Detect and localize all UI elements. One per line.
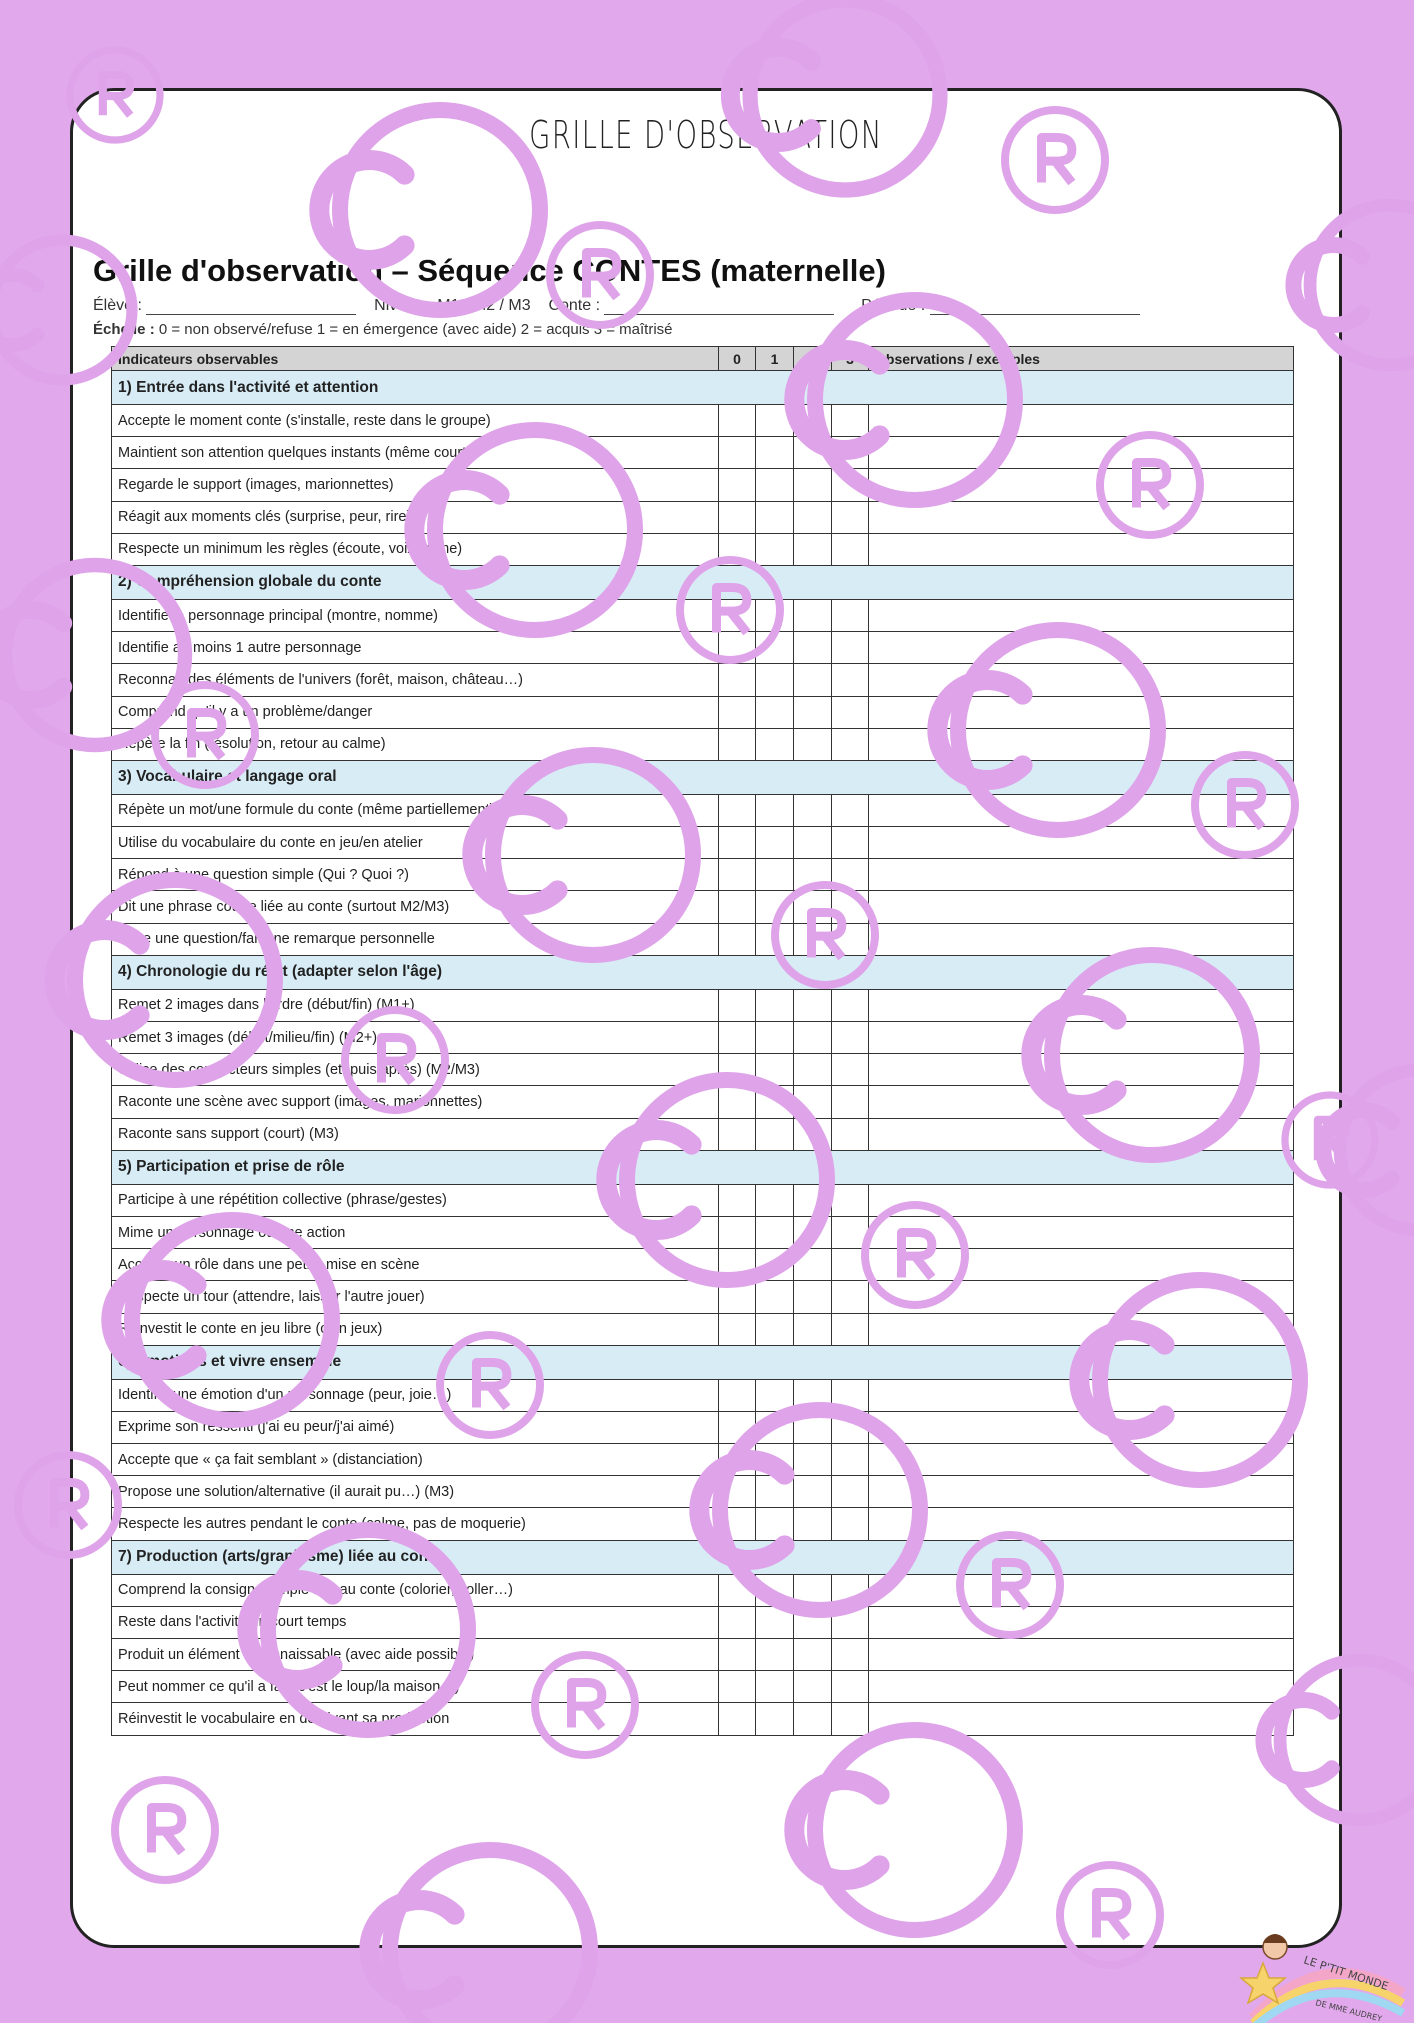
indicator-cell: Identifie au moins 1 autre personnage bbox=[112, 632, 719, 664]
score-cell-2[interactable] bbox=[794, 1249, 832, 1281]
indicator-cell: Remet 2 images dans l'ordre (début/fin) (M1+) bbox=[112, 989, 719, 1021]
section-row bbox=[112, 565, 1294, 599]
section-title: 7) Production (arts/graphisme) liée au conte bbox=[112, 1540, 1294, 1574]
score-cell-2[interactable] bbox=[794, 1184, 832, 1216]
score-cell-3[interactable] bbox=[832, 989, 869, 1021]
score-cell-3[interactable] bbox=[832, 1086, 869, 1118]
indicator-cell: Utilise des connecteurs simples (et, puis/après) (M2/M3) bbox=[112, 1054, 719, 1086]
table-row bbox=[112, 827, 1294, 859]
observation-cell[interactable] bbox=[869, 891, 1294, 923]
score-cell-3[interactable] bbox=[832, 1118, 869, 1150]
score-cell-2[interactable] bbox=[794, 437, 832, 469]
observation-cell[interactable] bbox=[869, 1184, 1294, 1216]
observation-cell[interactable] bbox=[869, 923, 1294, 955]
score-cell-3[interactable] bbox=[832, 1216, 869, 1248]
score-cell-0[interactable] bbox=[719, 923, 756, 955]
score-cell-2[interactable] bbox=[794, 405, 832, 437]
score-cell-1[interactable] bbox=[756, 1118, 794, 1150]
score-cell-0[interactable] bbox=[719, 1476, 756, 1508]
score-cell-2[interactable] bbox=[794, 989, 832, 1021]
observation-cell[interactable] bbox=[869, 1703, 1294, 1735]
observation-cell[interactable] bbox=[869, 437, 1294, 469]
indicator-cell: Réagit aux moments clés (surprise, peur, rire) bbox=[112, 501, 719, 533]
score-cell-2[interactable] bbox=[794, 632, 832, 664]
indicator-cell: Propose une solution/alternative (il aurait pu…) (M3) bbox=[112, 1476, 719, 1508]
section-title: 5) Participation et prise de rôle bbox=[112, 1150, 1294, 1184]
score-cell-2[interactable] bbox=[794, 533, 832, 565]
header-score-2: 2 bbox=[794, 347, 832, 371]
indicator-cell: Identifie une émotion d'un personnage (peur, joie…) bbox=[112, 1379, 719, 1411]
table-row bbox=[112, 1606, 1294, 1638]
header-indicateurs: Indicateurs observables bbox=[112, 347, 719, 371]
table-row bbox=[112, 794, 1294, 826]
score-cell-1[interactable] bbox=[756, 1379, 794, 1411]
score-cell-3[interactable] bbox=[832, 405, 869, 437]
table-row bbox=[112, 533, 1294, 565]
score-cell-3[interactable] bbox=[832, 728, 869, 760]
observation-cell[interactable] bbox=[869, 469, 1294, 501]
section-title: 1) Entrée dans l'activité et attention bbox=[112, 371, 1294, 405]
table-row bbox=[112, 1671, 1294, 1703]
score-cell-2[interactable] bbox=[794, 794, 832, 826]
observation-cell[interactable] bbox=[869, 1379, 1294, 1411]
score-cell-0[interactable] bbox=[719, 1703, 756, 1735]
table-row bbox=[112, 1216, 1294, 1248]
score-cell-0[interactable] bbox=[719, 405, 756, 437]
score-cell-3[interactable] bbox=[832, 1703, 869, 1735]
section-row bbox=[112, 955, 1294, 989]
score-cell-1[interactable] bbox=[756, 1054, 794, 1086]
observation-cell[interactable] bbox=[869, 1313, 1294, 1345]
score-cell-0[interactable] bbox=[719, 1639, 756, 1671]
section-title: 2) Compréhension globale du conte bbox=[112, 565, 1294, 599]
indicator-cell: Repère la fin (résolution, retour au calme) bbox=[112, 728, 719, 760]
score-cell-2[interactable] bbox=[794, 1476, 832, 1508]
score-cell-2[interactable] bbox=[794, 1639, 832, 1671]
score-cell-3[interactable] bbox=[832, 1054, 869, 1086]
indicator-cell: Pose une question/fait une remarque personnelle bbox=[112, 923, 719, 955]
indicator-cell: Respecte un minimum les règles (écoute, voix calme) bbox=[112, 533, 719, 565]
score-cell-1[interactable] bbox=[756, 1022, 794, 1054]
score-cell-3[interactable] bbox=[832, 1639, 869, 1671]
table-row bbox=[112, 1281, 1294, 1313]
score-cell-2[interactable] bbox=[794, 599, 832, 631]
score-cell-2[interactable] bbox=[794, 1574, 832, 1606]
table-row bbox=[112, 1022, 1294, 1054]
score-cell-3[interactable] bbox=[832, 923, 869, 955]
observation-cell[interactable] bbox=[869, 1476, 1294, 1508]
indicator-cell: Comprend la consigne simple liée au conte (colorier, coller…) bbox=[112, 1574, 719, 1606]
table-row bbox=[112, 1703, 1294, 1735]
observation-cell[interactable] bbox=[869, 1411, 1294, 1443]
indicator-cell: Raconte une scène avec support (images, marionnettes) bbox=[112, 1086, 719, 1118]
header-observations: Observations / exemples bbox=[869, 347, 1294, 371]
score-cell-2[interactable] bbox=[794, 1313, 832, 1345]
observation-cell[interactable] bbox=[869, 1508, 1294, 1540]
student-info-line bbox=[93, 297, 1140, 315]
observation-cell[interactable] bbox=[869, 1118, 1294, 1150]
table-row bbox=[112, 1118, 1294, 1150]
score-cell-2[interactable] bbox=[794, 1703, 832, 1735]
score-cell-2[interactable] bbox=[794, 1281, 832, 1313]
score-cell-0[interactable] bbox=[719, 794, 756, 826]
table-row bbox=[112, 1313, 1294, 1345]
score-cell-2[interactable] bbox=[794, 1379, 832, 1411]
indicator-cell: Accepte que « ça fait semblant » (distanciation) bbox=[112, 1444, 719, 1476]
score-cell-2[interactable] bbox=[794, 1508, 832, 1540]
score-cell-2[interactable] bbox=[794, 891, 832, 923]
header-score-0: 0 bbox=[719, 347, 756, 371]
table-row bbox=[112, 989, 1294, 1021]
score-cell-1[interactable] bbox=[756, 1671, 794, 1703]
table-row bbox=[112, 1054, 1294, 1086]
score-cell-1[interactable] bbox=[756, 1606, 794, 1638]
score-cell-0[interactable] bbox=[719, 989, 756, 1021]
score-cell-1[interactable] bbox=[756, 923, 794, 955]
observation-grid bbox=[111, 346, 1294, 1736]
observation-cell[interactable] bbox=[869, 728, 1294, 760]
table-row bbox=[112, 1184, 1294, 1216]
observation-cell[interactable] bbox=[869, 1086, 1294, 1118]
score-cell-0[interactable] bbox=[719, 501, 756, 533]
logo-line2: DE MME AUDREY bbox=[1314, 1998, 1383, 2023]
score-cell-3[interactable] bbox=[832, 533, 869, 565]
table-row bbox=[112, 599, 1294, 631]
indicator-cell: Identifie le personnage principal (montre, nomme) bbox=[112, 599, 719, 631]
score-cell-0[interactable] bbox=[719, 1281, 756, 1313]
score-cell-2[interactable] bbox=[794, 1054, 832, 1086]
observation-cell[interactable] bbox=[869, 827, 1294, 859]
observation-cell[interactable] bbox=[869, 632, 1294, 664]
score-cell-0[interactable] bbox=[719, 1216, 756, 1248]
table-row bbox=[112, 1639, 1294, 1671]
score-cell-0[interactable] bbox=[719, 1606, 756, 1638]
score-cell-0[interactable] bbox=[719, 599, 756, 631]
score-cell-2[interactable] bbox=[794, 1118, 832, 1150]
score-cell-0[interactable] bbox=[719, 664, 756, 696]
table-row bbox=[112, 1411, 1294, 1443]
section-row bbox=[112, 760, 1294, 794]
grid-header-row bbox=[112, 347, 1294, 371]
score-cell-3[interactable] bbox=[832, 859, 869, 891]
indicator-cell: Participe à une répétition collective (phrase/gestes) bbox=[112, 1184, 719, 1216]
score-cell-2[interactable] bbox=[794, 923, 832, 955]
indicator-cell: Produit un élément reconnaissable (avec aide possible) bbox=[112, 1639, 719, 1671]
table-row bbox=[112, 437, 1294, 469]
score-cell-1[interactable] bbox=[756, 1639, 794, 1671]
score-cell-3[interactable] bbox=[832, 794, 869, 826]
header-score-3: 3 bbox=[832, 347, 869, 371]
score-cell-0[interactable] bbox=[719, 1022, 756, 1054]
score-cell-3[interactable] bbox=[832, 827, 869, 859]
score-cell-3[interactable] bbox=[832, 1606, 869, 1638]
table-row bbox=[112, 923, 1294, 955]
indicator-cell: Respecte les autres pendant le conte (calme, pas de moquerie) bbox=[112, 1508, 719, 1540]
observation-cell[interactable] bbox=[869, 1574, 1294, 1606]
score-cell-1[interactable] bbox=[756, 1249, 794, 1281]
score-cell-0[interactable] bbox=[719, 696, 756, 728]
score-cell-3[interactable] bbox=[832, 1379, 869, 1411]
score-cell-2[interactable] bbox=[794, 664, 832, 696]
score-cell-2[interactable] bbox=[794, 501, 832, 533]
indicator-cell: Reconnaît des éléments de l'univers (forêt, maison, château…) bbox=[112, 664, 719, 696]
indicator-cell: Utilise du vocabulaire du conte en jeu/en atelier bbox=[112, 827, 719, 859]
observation-cell[interactable] bbox=[869, 664, 1294, 696]
score-cell-0[interactable] bbox=[719, 859, 756, 891]
indicator-cell: Respecte un tour (attendre, laisser l'autre jouer) bbox=[112, 1281, 719, 1313]
observation-cell[interactable] bbox=[869, 1022, 1294, 1054]
logo-line1: LE P'TIT MONDE bbox=[1302, 1953, 1390, 1994]
score-cell-1[interactable] bbox=[756, 1313, 794, 1345]
score-cell-2[interactable] bbox=[794, 1086, 832, 1118]
score-cell-1[interactable] bbox=[756, 1411, 794, 1443]
section-title: 4) Chronologie du récit (adapter selon l'âge) bbox=[112, 955, 1294, 989]
document-title: Grille d'observation – Séquence CONTES (maternelle) bbox=[93, 253, 886, 288]
table-row bbox=[112, 1444, 1294, 1476]
observation-cell[interactable] bbox=[869, 1216, 1294, 1248]
score-cell-3[interactable] bbox=[832, 1184, 869, 1216]
observation-cell[interactable] bbox=[869, 1249, 1294, 1281]
indicator-cell: Regarde le support (images, marionnettes) bbox=[112, 469, 719, 501]
observation-cell[interactable] bbox=[869, 1606, 1294, 1638]
indicator-cell: Remet 3 images (début/milieu/fin) (M2+) bbox=[112, 1022, 719, 1054]
score-cell-3[interactable] bbox=[832, 1411, 869, 1443]
score-cell-3[interactable] bbox=[832, 599, 869, 631]
indicator-cell: Raconte sans support (court) (M3) bbox=[112, 1118, 719, 1150]
score-cell-0[interactable] bbox=[719, 1379, 756, 1411]
score-cell-1[interactable] bbox=[756, 728, 794, 760]
score-cell-0[interactable] bbox=[719, 1184, 756, 1216]
eleve-label: Élève : bbox=[93, 297, 142, 314]
indicator-cell: Maintient son attention quelques instants (même courts) bbox=[112, 437, 719, 469]
score-cell-2[interactable] bbox=[794, 1411, 832, 1443]
indicator-cell: Peut nommer ce qu'il a fait (c'est le loup/la maison…) bbox=[112, 1671, 719, 1703]
score-cell-1[interactable] bbox=[756, 469, 794, 501]
table-row bbox=[112, 696, 1294, 728]
score-cell-3[interactable] bbox=[832, 1671, 869, 1703]
score-cell-3[interactable] bbox=[832, 632, 869, 664]
observation-cell[interactable] bbox=[869, 794, 1294, 826]
score-cell-0[interactable] bbox=[719, 632, 756, 664]
score-cell-2[interactable] bbox=[794, 469, 832, 501]
score-cell-1[interactable] bbox=[756, 1574, 794, 1606]
indicator-cell: Réinvestit le vocabulaire en décrivant sa production bbox=[112, 1703, 719, 1735]
page-header-title: GRILLE D'OBSERVATION bbox=[529, 113, 883, 157]
score-cell-1[interactable] bbox=[756, 989, 794, 1021]
score-cell-1[interactable] bbox=[756, 891, 794, 923]
table-row bbox=[112, 405, 1294, 437]
score-cell-1[interactable] bbox=[756, 632, 794, 664]
score-cell-0[interactable] bbox=[719, 1508, 756, 1540]
score-cell-3[interactable] bbox=[832, 1313, 869, 1345]
score-cell-1[interactable] bbox=[756, 1086, 794, 1118]
table-row bbox=[112, 664, 1294, 696]
score-cell-2[interactable] bbox=[794, 728, 832, 760]
score-cell-0[interactable] bbox=[719, 728, 756, 760]
score-cell-3[interactable] bbox=[832, 437, 869, 469]
score-cell-0[interactable] bbox=[719, 1411, 756, 1443]
score-cell-0[interactable] bbox=[719, 1086, 756, 1118]
score-cell-0[interactable] bbox=[719, 533, 756, 565]
score-cell-3[interactable] bbox=[832, 664, 869, 696]
table-row bbox=[112, 1086, 1294, 1118]
score-cell-0[interactable] bbox=[719, 1313, 756, 1345]
score-cell-1[interactable] bbox=[756, 859, 794, 891]
score-cell-3[interactable] bbox=[832, 1249, 869, 1281]
table-row bbox=[112, 1476, 1294, 1508]
score-cell-1[interactable] bbox=[756, 1476, 794, 1508]
score-cell-1[interactable] bbox=[756, 1444, 794, 1476]
indicator-cell: Réinvestit le conte en jeu libre (coin jeux) bbox=[112, 1313, 719, 1345]
score-cell-3[interactable] bbox=[832, 1444, 869, 1476]
indicator-cell: Dit une phrase courte liée au conte (surtout M2/M3) bbox=[112, 891, 719, 923]
score-cell-2[interactable] bbox=[794, 1444, 832, 1476]
observation-cell[interactable] bbox=[869, 989, 1294, 1021]
score-cell-1[interactable] bbox=[756, 501, 794, 533]
score-cell-3[interactable] bbox=[832, 1281, 869, 1313]
score-cell-3[interactable] bbox=[832, 1574, 869, 1606]
score-cell-0[interactable] bbox=[719, 827, 756, 859]
score-cell-1[interactable] bbox=[756, 696, 794, 728]
brand-logo bbox=[1233, 1923, 1403, 2023]
observation-cell[interactable] bbox=[869, 1281, 1294, 1313]
score-cell-1[interactable] bbox=[756, 827, 794, 859]
observation-cell[interactable] bbox=[869, 1054, 1294, 1086]
indicator-cell: Répète un mot/une formule du conte (même partiellement) bbox=[112, 794, 719, 826]
eleve-field[interactable] bbox=[146, 300, 356, 315]
score-cell-0[interactable] bbox=[719, 1671, 756, 1703]
observation-cell[interactable] bbox=[869, 696, 1294, 728]
indicator-cell: Accepte un rôle dans une petite mise en scène bbox=[112, 1249, 719, 1281]
indicator-cell: Comprend qu'il y a un problème/danger bbox=[112, 696, 719, 728]
table-row bbox=[112, 1508, 1294, 1540]
score-cell-0[interactable] bbox=[719, 1444, 756, 1476]
score-cell-0[interactable] bbox=[719, 437, 756, 469]
score-cell-0[interactable] bbox=[719, 1249, 756, 1281]
observation-cell[interactable] bbox=[869, 1444, 1294, 1476]
table-row bbox=[112, 1249, 1294, 1281]
score-cell-3[interactable] bbox=[832, 501, 869, 533]
table-row bbox=[112, 469, 1294, 501]
score-cell-1[interactable] bbox=[756, 1508, 794, 1540]
score-cell-0[interactable] bbox=[719, 1118, 756, 1150]
table-row bbox=[112, 891, 1294, 923]
scale-label: Échelle : bbox=[93, 321, 155, 338]
section-row bbox=[112, 1150, 1294, 1184]
table-row bbox=[112, 1574, 1294, 1606]
observation-cell[interactable] bbox=[869, 533, 1294, 565]
score-cell-1[interactable] bbox=[756, 405, 794, 437]
score-cell-3[interactable] bbox=[832, 1022, 869, 1054]
score-cell-3[interactable] bbox=[832, 1508, 869, 1540]
observation-cell[interactable] bbox=[869, 859, 1294, 891]
score-cell-1[interactable] bbox=[756, 437, 794, 469]
niveau-label: Niveau : M1 / M2 / M3 bbox=[374, 297, 531, 314]
section-row bbox=[112, 1540, 1294, 1574]
score-cell-0[interactable] bbox=[719, 1574, 756, 1606]
score-cell-2[interactable] bbox=[794, 827, 832, 859]
conte-field[interactable] bbox=[604, 300, 834, 315]
scale-legend bbox=[93, 321, 673, 338]
observation-cell[interactable] bbox=[869, 501, 1294, 533]
score-cell-1[interactable] bbox=[756, 794, 794, 826]
indicator-cell: Reste dans l'activité un court temps bbox=[112, 1606, 719, 1638]
score-cell-1[interactable] bbox=[756, 1281, 794, 1313]
score-cell-2[interactable] bbox=[794, 1022, 832, 1054]
scale-text: 0 = non observé/refuse 1 = en émergence (avec aide) 2 = acquis 3 = maîtrisé bbox=[158, 321, 673, 338]
table-row bbox=[112, 501, 1294, 533]
table-row bbox=[112, 632, 1294, 664]
section-row bbox=[112, 371, 1294, 405]
score-cell-1[interactable] bbox=[756, 1703, 794, 1735]
document-card bbox=[70, 88, 1390, 2023]
observation-cell[interactable] bbox=[869, 1639, 1294, 1671]
score-cell-2[interactable] bbox=[794, 696, 832, 728]
section-row bbox=[112, 1345, 1294, 1379]
indicator-cell: Répond à une question simple (Qui ? Quoi ?) bbox=[112, 859, 719, 891]
score-cell-3[interactable] bbox=[832, 696, 869, 728]
header-score-1: 1 bbox=[756, 347, 794, 371]
section-title: 6) Émotions et vivre ensemble bbox=[112, 1345, 1294, 1379]
table-row bbox=[112, 1379, 1294, 1411]
score-cell-2[interactable] bbox=[794, 859, 832, 891]
table-row bbox=[112, 728, 1294, 760]
indicator-cell: Accepte le moment conte (s'installe, reste dans le groupe) bbox=[112, 405, 719, 437]
score-cell-1[interactable] bbox=[756, 1216, 794, 1248]
periode-field[interactable] bbox=[930, 300, 1140, 315]
indicator-cell: Mime un personnage ou une action bbox=[112, 1216, 719, 1248]
score-cell-0[interactable] bbox=[719, 469, 756, 501]
section-title: 3) Vocabulaire et langage oral bbox=[112, 760, 1294, 794]
table-row bbox=[112, 859, 1294, 891]
score-cell-1[interactable] bbox=[756, 533, 794, 565]
indicator-cell: Exprime son ressenti (j'ai eu peur/j'ai aimé) bbox=[112, 1411, 719, 1443]
periode-label: Période : bbox=[861, 297, 926, 314]
score-cell-3[interactable] bbox=[832, 891, 869, 923]
score-cell-3[interactable] bbox=[832, 1476, 869, 1508]
observation-cell[interactable] bbox=[869, 405, 1294, 437]
observation-cell[interactable] bbox=[869, 599, 1294, 631]
score-cell-3[interactable] bbox=[832, 469, 869, 501]
score-cell-2[interactable] bbox=[794, 1216, 832, 1248]
conte-label: Conte : bbox=[548, 297, 601, 314]
score-cell-2[interactable] bbox=[794, 1606, 832, 1638]
score-cell-1[interactable] bbox=[756, 1184, 794, 1216]
observation-cell[interactable] bbox=[869, 1671, 1294, 1703]
score-cell-1[interactable] bbox=[756, 599, 794, 631]
score-cell-2[interactable] bbox=[794, 1671, 832, 1703]
score-cell-0[interactable] bbox=[719, 1054, 756, 1086]
score-cell-0[interactable] bbox=[719, 891, 756, 923]
score-cell-1[interactable] bbox=[756, 664, 794, 696]
